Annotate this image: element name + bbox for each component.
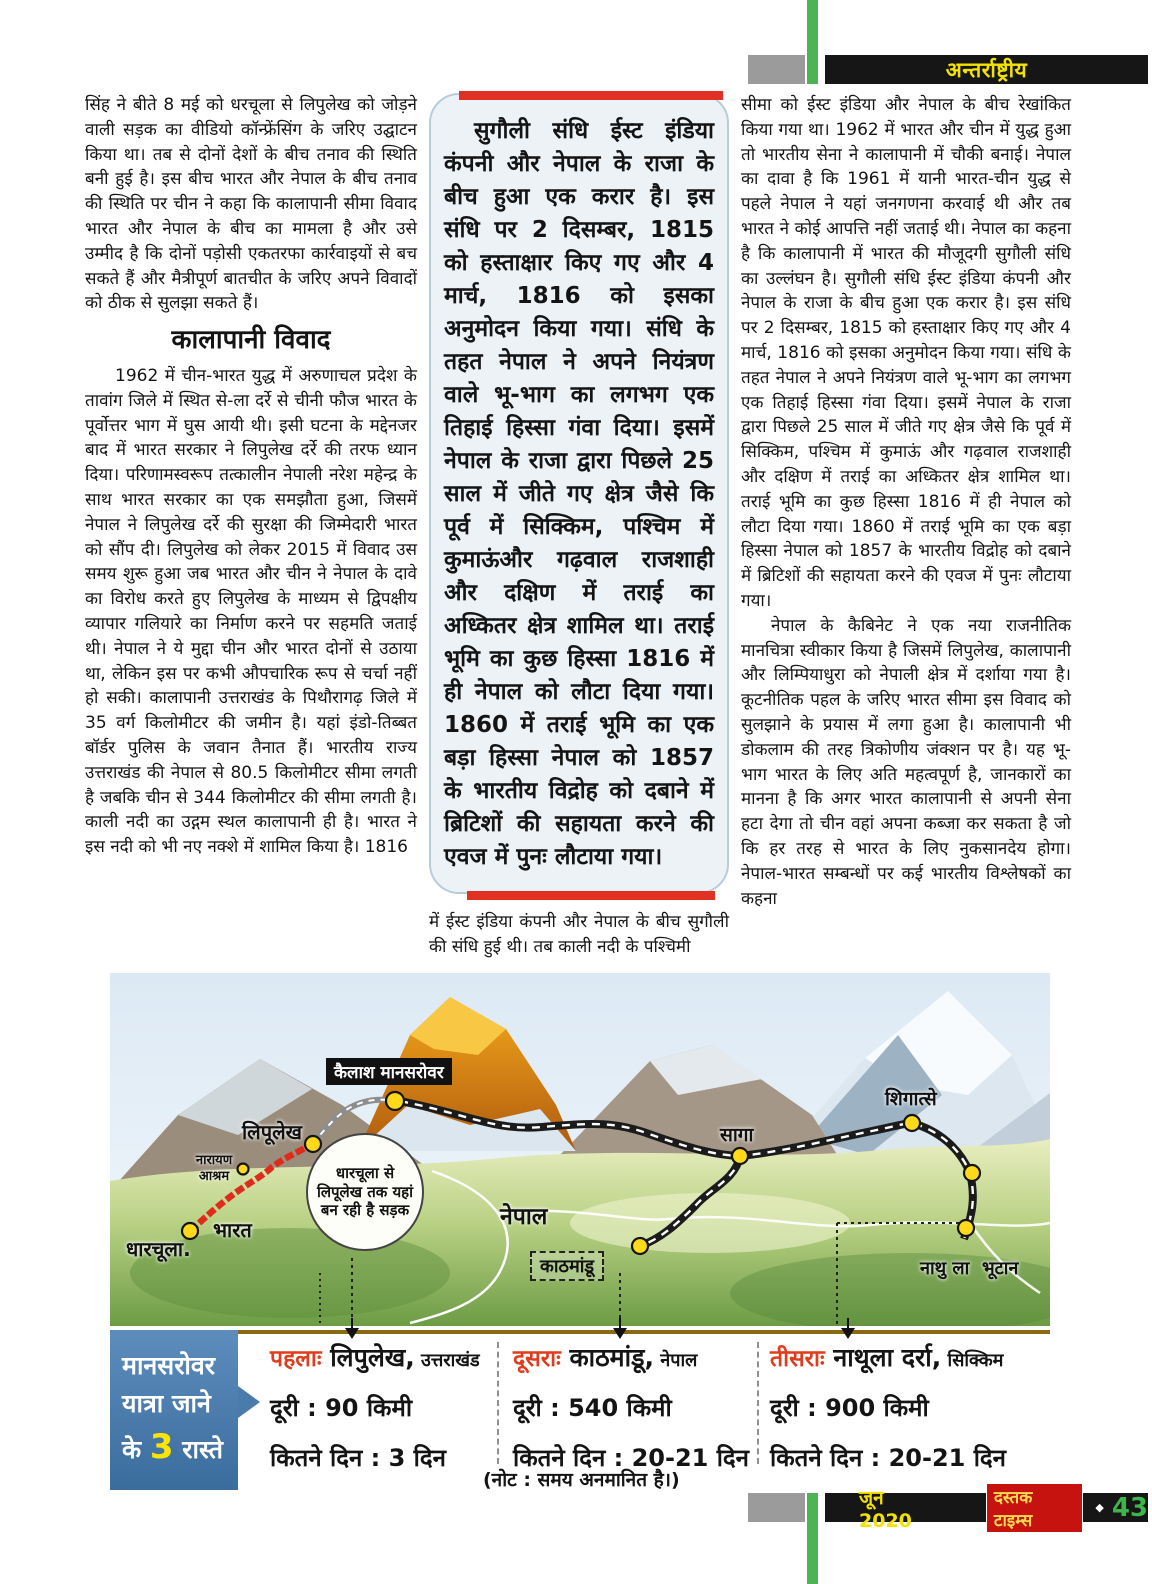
route-1-distance: दूरी : 90 किमी (270, 1394, 413, 1422)
column-3 (741, 93, 1071, 960)
dharchula-label: धारचूला. (126, 1237, 191, 1261)
bhutan-label: भूटान (982, 1258, 1019, 1279)
route-1-ordinal: पहलाः (270, 1346, 322, 1372)
arrow-stem-3 (847, 1318, 849, 1328)
section-label: अन्तर्राष्ट्रीय (945, 57, 1028, 82)
dot-lipulekh (305, 1136, 321, 1152)
nathula-label: नाथु ला (920, 1258, 970, 1279)
col1-paragraph-2: 1962 में चीन-भारत युद्ध में अरुणाचल प्रदेश के तावांग जिले में स्थित से-ला दर्रे से चीनी फौज भारत के पूर्वोत्तर भाग में घुस आयी थी। इसी घटना के मद्देनजर बाद में भारत सरकार ने लिपुलेख दर्रे की तरफ ध्यान दिया। परिणामस्वरूप तत्कालीन नेपाली नरेश महेन्द्र के साथ भारत सरकार का एक समझौता हुआ, जिसमें नेपाल ने लिपुलेख दर्रे की सुरक्षा की जिम्मेदारी भारत को सौंप दी। लिपुलेख को लेकर 2015 में विवाद उस समय शुरू हुआ जब भारत और चीन ने नेपाल के दावे का विरोध करते हुए लिपुलेख के माध्यम से द्विपक्षीय व्यापार गलियारे का निर्माण करने पर सहमति जताई थी। नेपाल ने ये मुद्दा चीन और भारत दोनों से उठाया था, लेकिन इस पर कभी औपचारिक रूप से चर्चा नहीं हो सकी। कालापानी उत्तराखंड के पिथौरागढ़ जिले में 35 वर्ग किलोमीटर की जमीन है। यहां इंडो-तिब्बत बॉर्डर पुलिस के जवान तैनात हैं। भारतीय राज्य उत्तराखंड की नेपाल से 80.5 किलोमीटर सीमा लगती है जबकि चीन से 344 किलोमीटर की सीमा लगती है। काली नदी का उद्गम स्थल कालापानी ही है। भारत ने इस नदी को भी नए नक्शे में शामिल किया है। 1816 (85, 365, 417, 858)
header-section-bar (825, 55, 1148, 84)
dot-waypoint-1 (964, 1165, 980, 1181)
treaty-box-top-bar (459, 91, 723, 100)
dot-nathula (958, 1220, 974, 1236)
route-separator-2 (757, 1342, 759, 1464)
routes-count: 3 (149, 1427, 174, 1467)
dot-saga (732, 1148, 748, 1164)
column-1 (85, 93, 417, 960)
route-3-ordinal: तीसराः (770, 1346, 825, 1372)
route-2-ordinal: दूसराः (513, 1346, 561, 1372)
sidebar-chevron (238, 1386, 260, 1418)
dot-kathmandu (632, 1238, 648, 1254)
col3-paragraph-1: सीमा को ईस्ट इंडिया और नेपाल के बीच रेखांकित किया गया था। 1962 में भारत और चीन में युद्ध हुआ तो भारतीय सेना ने कालापानी में चौकी बनाई। नेपाल का दावा है कि 1961 में यानी भारत-चीन युद्ध से पहले नेपाल ने यहां जनगणना करवाई थी और तब भारत ने कोई आपत्ति नहीं जताई थी। नेपाल का कहना है कि कालापानी में भारत की मौजूदगी सुगौली संधि का उल्लंघन है। सुगौली संधि ईस्ट इंडिया कंपनी और नेपाल के राजा के बीच हुआ एक करार है। इस संधि पर 2 दिसम्बर, 1815 को हस्ताक्षार किए गए और 4 मार्च, 1816 को इसका अनुमोदन किया गया। संधि के तहत नेपाल ने अपने नियंत्रण वाले भू-भाग का लगभग एक तिहाई हिस्सा गंवा दिया। इसमें नेपाल के राजा द्वारा पिछले 25 साल में जीते गए क्षेत्र जैसे कि पूर्व में सिक्किम, पश्चिम में कुमाऊं और गढ़वाल राजशाही और दक्षिण में तराई का अध्कितर क्षेत्र शामिल था। तराई भूमि का कुछ हिस्सा 1816 में ही नेपाल को लौटा दिया गया। 1860 में तराई भूमि का एक बड़ा हिस्सा नेपाल को 1857 के भारतीय विद्रोह को दबाने में ब्रिटिशों की सहायता करने की एवज में पुनः लौटाया गया। (741, 95, 1071, 611)
route-1 (270, 1340, 490, 1474)
lipulekh-label: लिपूलेख (242, 1120, 303, 1144)
footer-bar (825, 1486, 1148, 1532)
road-callout: धारचूला से लिपूलेख तक यहां बन रही है सड़क (306, 1133, 424, 1251)
bharat-label: भारत (213, 1218, 252, 1242)
mansarovar-route-map (110, 973, 1050, 1334)
route-2-distance: दूरी : 540 किमी (513, 1394, 672, 1422)
route-1-days: कितने दिन : 3 दिन (270, 1444, 446, 1472)
footer-green-bar (807, 1493, 818, 1584)
route-2-days: कितने दिन : 20-21 दिन (513, 1444, 749, 1472)
article-columns (85, 93, 1071, 960)
treaty-highlight-box: सुगौली संधि ईस्ट इंडिया कंपनी और नेपाल के राजा के बीच हुआ एक करार है। इस संधि पर 2 दिसम्बर, 1815 को हस्ताक्षार किए गए और 4 मार्च, 1816 को इसका अनुमोदन किया गया। संधि के तहत नेपाल ने अपने नियंत्रण वाले भू-भाग का लगभग एक तिहाई हिस्सा गंवा दिया। इसमें नेपाल के राजा द्वारा पिछले 25 साल में जीते गए क्षेत्र जैसे कि पूर्व में सिक्किम, पश्चिम में कुमाऊंऔर गढ़वाल राजशाही और दक्षिण में तराई का अध्कितर क्षेत्र शामिल था। तराई भूमि का कुछ हिस्सा 1816 में ही नेपाल को लौटा दिया गया। 1860 में तराई भूमि का एक बड़ा हिस्सा नेपाल को 1857 के भारतीय विद्रोह को दबाने में ब्रिटिशों की सहायता करने की एवज में पुनः लौटाया गया। (429, 93, 729, 894)
sidebar-line-3: के 3 रास्ते (122, 1427, 223, 1467)
route-3-days: कितने दिन : 20-21 दिन (770, 1444, 1006, 1472)
route-3 (770, 1340, 1050, 1474)
route-note: (नोट : समय अनमानित है।) (483, 1469, 680, 1491)
dot-shigatse (904, 1115, 920, 1131)
saga-label: सागा (720, 1124, 754, 1146)
diamond-icon: ◆ (1095, 1501, 1104, 1514)
kailash-label: कैलाश मानसरोवर (326, 1058, 452, 1085)
dot-kailash (386, 1092, 404, 1110)
treaty-box-bottom-bar (467, 891, 715, 900)
sidebar-line-2: यात्रा जाने (122, 1388, 211, 1418)
down-arrow-2 (613, 1328, 627, 1339)
footer-date: जून 2020 (859, 1486, 912, 1532)
route-3-title: तीसराः नाथूला दर्रा, सिक्किम (770, 1343, 1004, 1372)
treaty-box-wrap (429, 93, 729, 894)
down-arrow-1 (345, 1328, 359, 1339)
page-number: 43 (1111, 1492, 1148, 1523)
shigatse-label: शिगात्से (885, 1088, 937, 1110)
route-2 (513, 1340, 748, 1474)
column-2 (429, 93, 729, 960)
section-heading: कालापानी विवाद (171, 325, 331, 356)
arrow-stem-1 (351, 1318, 353, 1328)
header-gray-block (748, 55, 805, 84)
three-routes-sidebar (110, 1330, 238, 1490)
route-1-title: पहलाः लिपुलेख, उत्तराखंड (270, 1343, 480, 1372)
arrow-stem-2 (619, 1318, 621, 1328)
nepal-label: नेपाल (500, 1204, 548, 1230)
route-2-title: दूसराः काठमांडू, नेपाल (513, 1343, 698, 1372)
col3-paragraph-2: नेपाल के कैबिनेट ने एक नया राजनीतिक मानचित्रा स्वीकार किया है जिसमें लिपुलेख, कालापानी और लिम्पियाधुरा को नेपाली क्षेत्र में दर्शाया गया है। कूटनीतिक पहल के जरिए भारत सीमा इस विवाद को सुलझाने के प्रयास में लगा हुआ है। कालापानी भी डोकलाम की तरह त्रिकोणीय जंक्शन पर है। यह भू-भाग भारत के लिए अति महत्वपूर्ण है, जानकारों का मानना है कि अगर भारत कालापानी से अपनी सेना हटा देगा तो चीन वहां अपना कब्जा कर सकता है जो कि हर तरह से भारत के लिए नुकसानदेय होगा। नेपाल-भारत सम्बन्धों पर कई भारतीय विश्लेषकों का कहना (741, 615, 1071, 909)
sidebar-line-1: मानसरोवर (122, 1351, 216, 1380)
header-green-bar (807, 0, 818, 84)
down-arrow-3 (841, 1328, 855, 1339)
magazine-logo: दस्तक टाइम्स (986, 1483, 1083, 1533)
footer-gray-block (748, 1493, 805, 1522)
narayan-ashram-label: नारायण आश्रम (195, 1153, 233, 1184)
route-separator-1 (497, 1342, 499, 1464)
col1-paragraph-1: सिंह ने बीते 8 मई को धरचूला से लिपुलेख को जोड़ने वाली सड़क का वीडियो कॉन्फ्रेंसिंग के जरिए उद्घाटन किया था। तब से दोनों देशों के बीच तनाव की स्थिति बनी हुई है। इस बीच भारत और नेपाल के बीच तनाव की स्थिति पर चीन ने कहा कि कालापानी सीमा विवाद भारत और नेपाल के बीच का मामला है और उसे उम्मीद है कि दोनों पड़ोसी एकतरफा कार्रवाइयों से बच सकते हैं और मैत्रीपूर्ण बातचीत के जरिए अपने विवादों को ठीक से सुलझा सकते हैं। (85, 95, 417, 314)
col2-paragraph: में ईस्ट इंडिया कंपनी और नेपाल के बीच सुगौली की संधि हुई थी। तब काली नदी के पश्चिमी (429, 912, 729, 957)
kathmandu-label: काठमांडू (530, 1251, 604, 1281)
route-3-distance: दूरी : 900 किमी (770, 1394, 929, 1422)
